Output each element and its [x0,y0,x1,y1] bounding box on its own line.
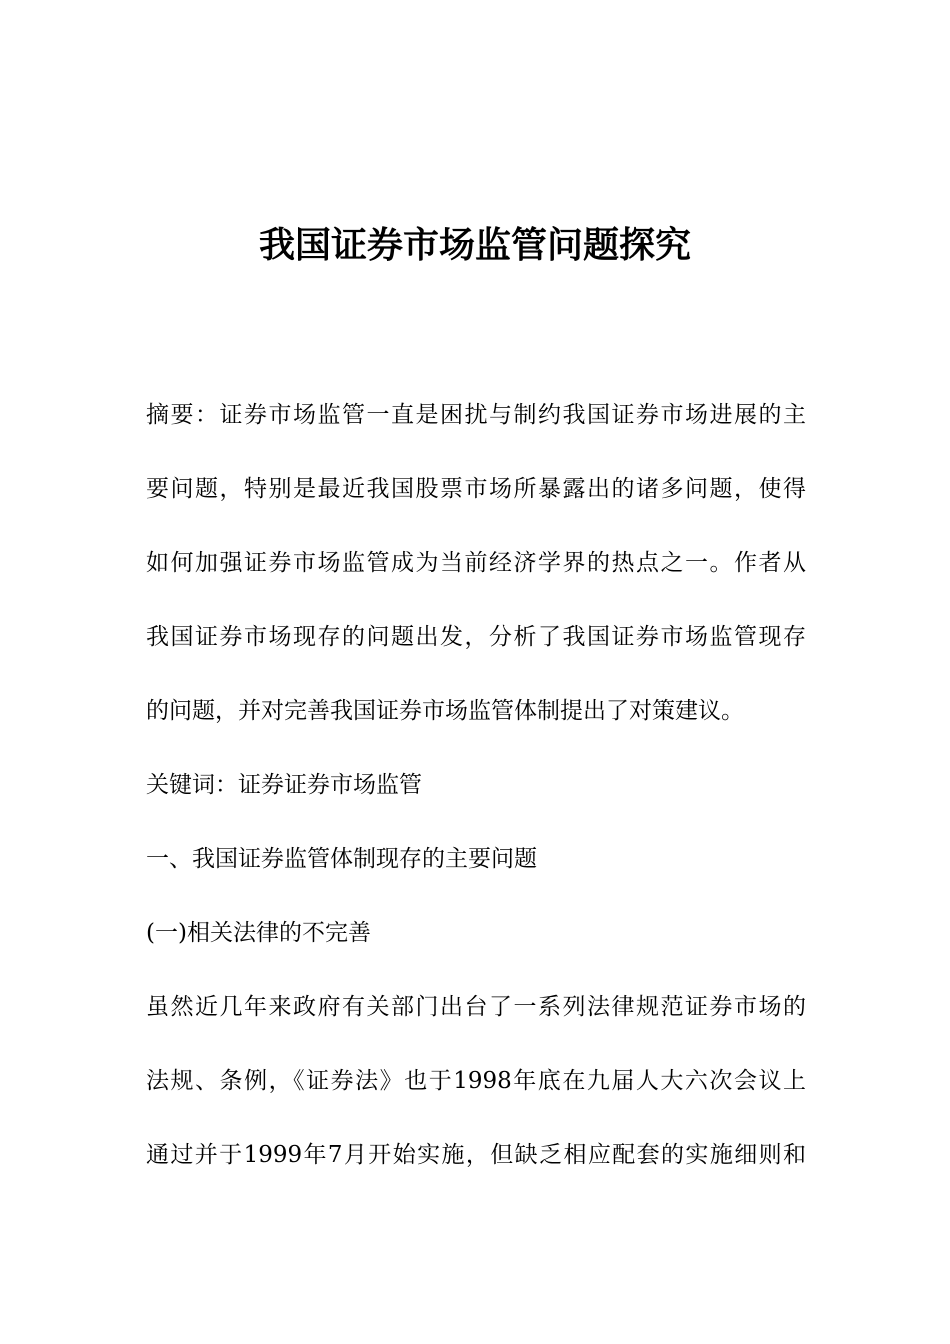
abstract-line-1: 摘要：证券市场监管一直是困扰与制约我国证券市场进展的主 [146,402,806,428]
paragraph-line-2: 法规、条例，《证券法》也于1998年底在九届人大六次会议上 [146,1068,806,1094]
abstract-line-4: 我国证券市场现存的问题出发，分析了我国证券市场监管现存 [146,624,806,650]
document-title: 我国证券市场监管问题探究 [258,225,691,266]
subsection-heading: (一)相关法律的不完善 [146,920,371,946]
abstract-line-2: 要问题，特别是最近我国股票市场所暴露出的诸多问题，使得 [146,476,806,502]
keywords-line: 关键词：证券证券市场监管 [146,772,422,798]
paragraph-line-1: 虽然近几年来政府有关部门出台了一系列法律规范证券市场的 [146,994,806,1020]
section-heading: 一、我国证券监管体制现存的主要问题 [146,846,537,872]
document-body [146,378,806,1192]
abstract-line-3: 如何加强证券市场监管成为当前经济学界的热点之一。作者从 [146,550,806,576]
abstract-line-5: 的问题，并对完善我国证券市场监管体制提出了对策建议。 [146,698,744,724]
paragraph-line-3: 通过并于1999年7月开始实施，但缺乏相应配套的实施细则和 [146,1142,806,1168]
